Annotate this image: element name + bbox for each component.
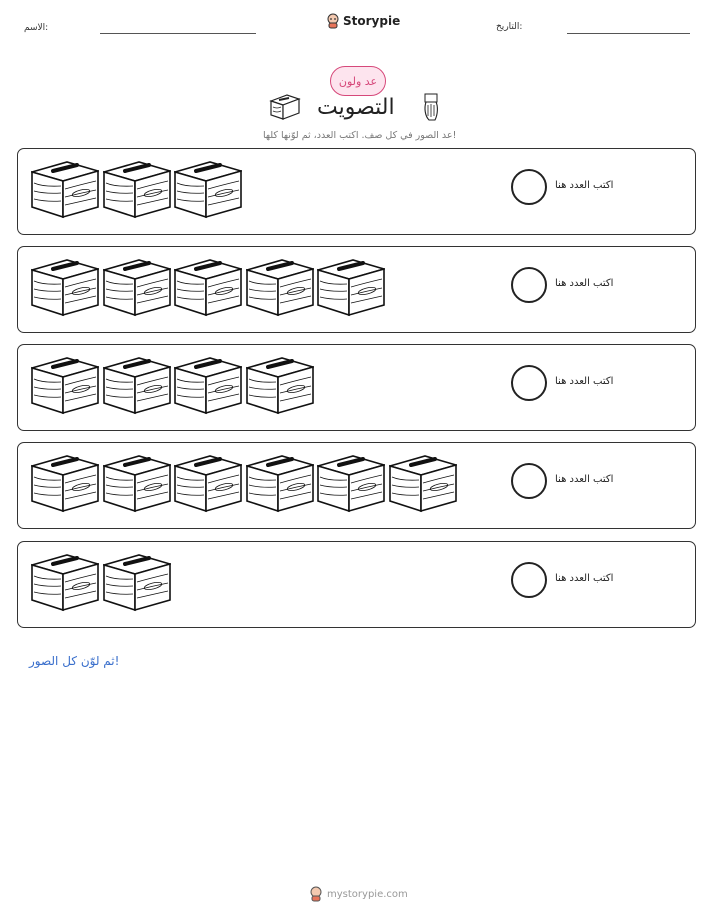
answer-hint: اكتب العدد هنا xyxy=(555,376,614,387)
ballot-box-icon[interactable] xyxy=(389,453,457,513)
ballot-box-icon[interactable] xyxy=(246,257,314,317)
instructions: عد الصور في كل صف. اكتب العدد، ثم لوّنها كلها! xyxy=(263,130,457,141)
ballot-box-icon[interactable] xyxy=(31,257,99,317)
ballot-box-icon[interactable] xyxy=(31,355,99,415)
ballot-box-icon[interactable] xyxy=(103,159,171,219)
answer-circle[interactable] xyxy=(511,463,547,499)
site-footer xyxy=(309,886,408,902)
answer-hint: اكتب العدد هنا xyxy=(555,573,614,584)
page-title: التصويت xyxy=(317,95,395,120)
brand-name: Storypie xyxy=(343,14,401,28)
ballot-box-icon xyxy=(269,93,301,121)
ballot-box-icon[interactable] xyxy=(103,257,171,317)
ballot-box-icon[interactable] xyxy=(174,257,242,317)
ballot-box-icon[interactable] xyxy=(31,159,99,219)
hand-ballot-icon xyxy=(420,92,442,122)
answer-circle[interactable] xyxy=(511,267,547,303)
ballot-box-icon[interactable] xyxy=(317,453,385,513)
answer-circle[interactable] xyxy=(511,365,547,401)
counting-row xyxy=(17,246,696,333)
brand-logo xyxy=(326,13,400,29)
answer-circle[interactable] xyxy=(511,562,547,598)
name-label: الاسم: xyxy=(24,23,49,33)
counting-row xyxy=(17,541,696,628)
ballot-box-icon[interactable] xyxy=(31,552,99,612)
ballot-box-icon[interactable] xyxy=(31,453,99,513)
ballot-box-icon[interactable] xyxy=(246,355,314,415)
answer-circle[interactable] xyxy=(511,169,547,205)
name-line[interactable] xyxy=(100,33,256,34)
ballot-box-icon[interactable] xyxy=(174,453,242,513)
counting-row xyxy=(17,344,696,431)
ballot-box-icon[interactable] xyxy=(103,552,171,612)
ballot-box-icon[interactable] xyxy=(174,355,242,415)
site-url[interactable]: mystorypie.com xyxy=(327,888,408,900)
storypie-logo-icon xyxy=(326,13,340,29)
answer-hint: اكتب العدد هنا xyxy=(555,474,614,485)
ballot-box-icon[interactable] xyxy=(246,453,314,513)
activity-badge: عد ولون xyxy=(330,66,386,96)
footer-note: ثم لوّن كل الصور! xyxy=(29,654,120,668)
ballot-box-icon[interactable] xyxy=(317,257,385,317)
date-label: التاريخ: xyxy=(496,22,523,32)
date-line[interactable] xyxy=(567,33,690,34)
counting-row xyxy=(17,148,696,235)
answer-hint: اكتب العدد هنا xyxy=(555,278,614,289)
ballot-box-icon[interactable] xyxy=(174,159,242,219)
ballot-box-icon[interactable] xyxy=(103,453,171,513)
answer-hint: اكتب العدد هنا xyxy=(555,180,614,191)
storypie-logo-icon xyxy=(309,886,323,902)
counting-row xyxy=(17,442,696,529)
ballot-box-icon[interactable] xyxy=(103,355,171,415)
